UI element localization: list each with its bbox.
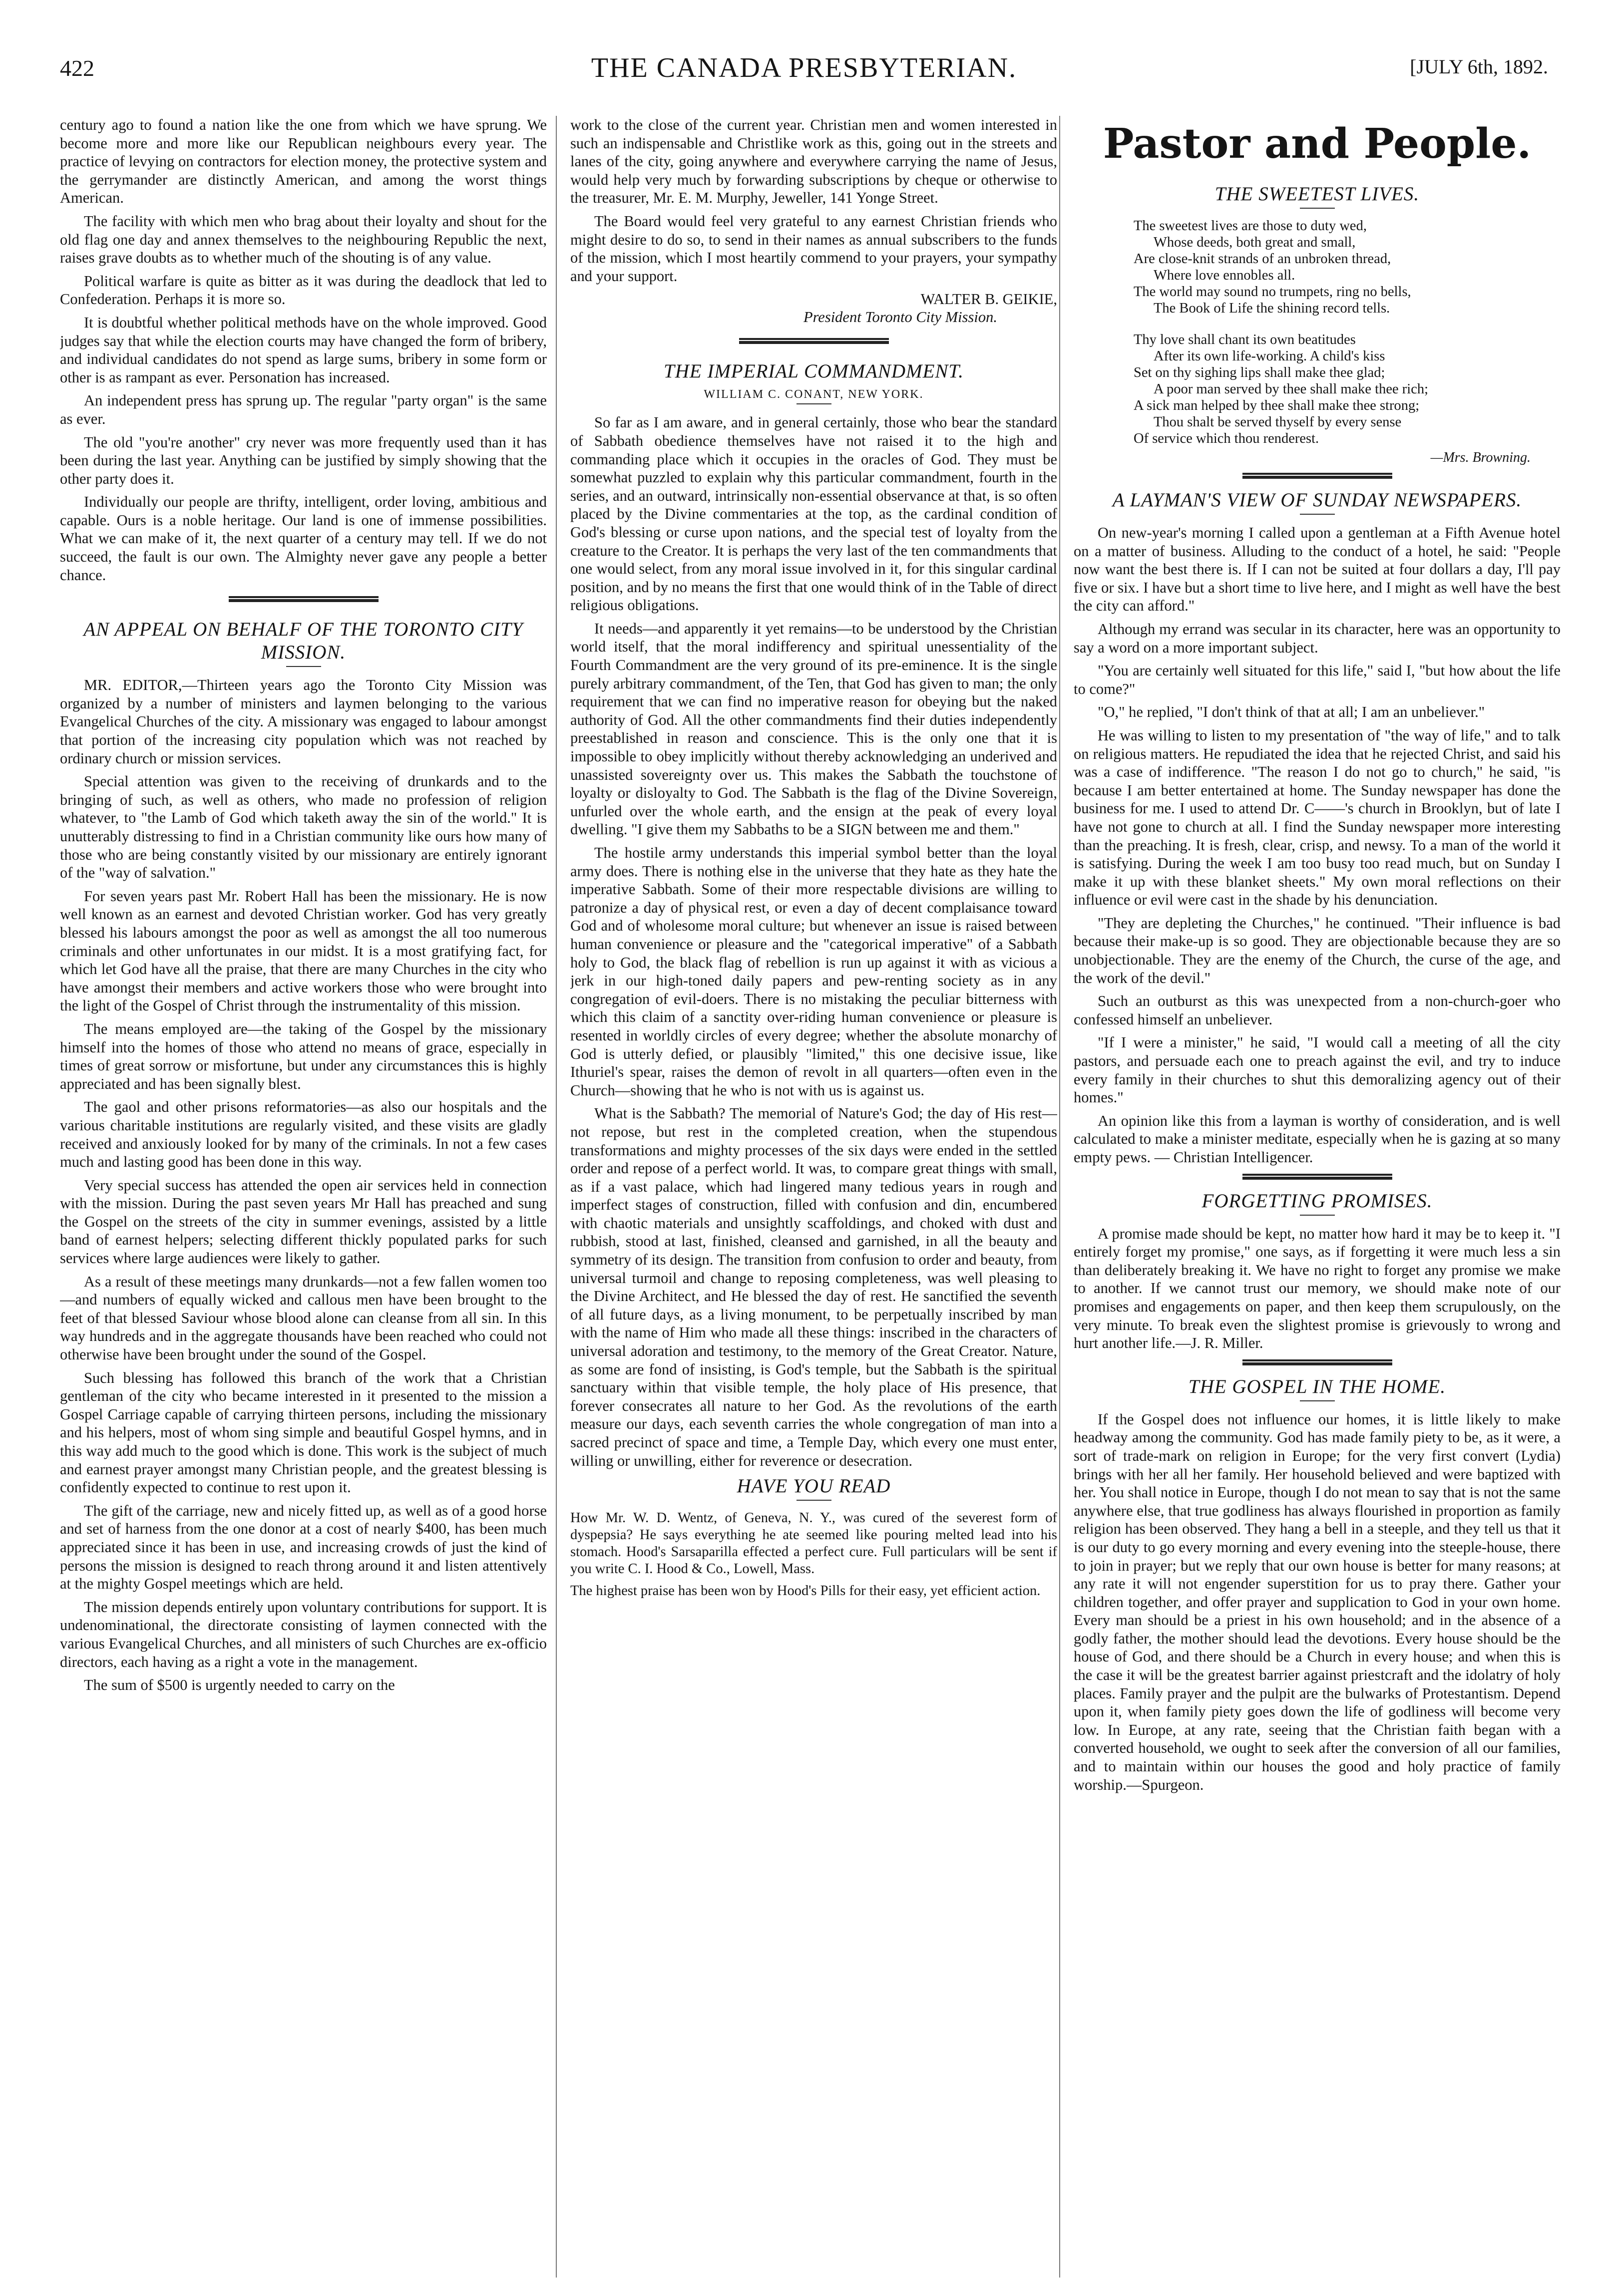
paragraph: MR. EDITOR,—Thirteen years ago the Toronto City Mission was organized by a number of ministers and laymen belonging to the various Evangelical Churches of the city. A missionary was engaged to labour amongst that portion of the increasing city population which was not reached by ordinary church or mission services.	[60, 676, 547, 767]
section-divider	[1242, 1174, 1392, 1177]
paragraph: The Board would feel very grateful to any earnest Christian friends who might desire to do so, to send in their names as annual subscribers to the funds of the mission, which I most heartily commend to your prayers, your sympathy and your support.	[570, 212, 1057, 285]
paragraph: It needs—and apparently it yet remains—to be understood by the Christian world itself, that the moral indifferency and spiritual unessentiality of the Fourth Commandment are the very ground of its pre-eminence. It is the single purely arbitrary commandment, of the Ten, that God has given to man; the only requirement that we can find no imperative reason for obeying but the naked authority of God. All the other commandments find their duties independently preestablished in reason and conscience. This is the only one that it is impossible to obey implicitly without thereby acknowledging an underived and unassisted sovereignty over us. This makes the Sabbath the touchstone of loyalty or disloyalty to God. The Sabbath is the flag of the Divine Sovereign, unfurled over the whole earth, and the ensign at the peak of every loyal dwelling. "I give them my Sabbaths to be a SIGN between me and them."	[570, 620, 1057, 838]
article-gospel-home	[1074, 1375, 1561, 1794]
column-divider	[1059, 116, 1060, 2278]
article-layman	[1074, 489, 1561, 1167]
page-header	[60, 52, 1548, 87]
paragraph: So far as I am aware, and in general certainly, those who bear the standard of Sabbath obedience themselves have not raised it to the high and commanding place which it occupies in the oracles of God. They must be somewhat puzzled to explain why this particular commandment, fourth in the series, and an outward, intrinsically non-essential observance at that, is so often placed by the Divine commentaries at the top, as the cardinal condition of God's blessing or curse upon nations, and the special test of loyalty from the creature to the Creator. It is perhaps the very last of the ten commandments that one would select, from any moral issue involved in it, for this singular cardinal position, and by no means the first that one would think of in the Table of direct religious obligations.	[570, 414, 1057, 614]
article-title: A LAYMAN'S VIEW OF SUNDAY NEWSPAPERS.	[1112, 489, 1522, 511]
poem-title: THE SWEETEST LIVES.	[1214, 183, 1420, 205]
paragraph: The facility with which men who brag about their loyalty and shout for the old flag one day and annex themselves to the neighbouring Republic the next, raises grave doubts as to whether much of the shouting is of any value.	[60, 212, 547, 267]
poem-line: Thy love shall chant its own beatitudes	[1134, 332, 1356, 347]
paragraph: For seven years past Mr. Robert Hall has been the missionary. He is now well known as an earnest and devoted Christian worker. God has very greatly blessed his labours amongst the poor as well as amongst the all too numerous criminals and other unfortunates in our midst. It is a most gratifying fact, for which let God have all the praise, that there are many Churches in the city who have amongst their members and active workers those who were brought into the light of the Gospel of Christ through the instrumentality of this mission.	[60, 887, 547, 1014]
section-divider	[739, 338, 889, 341]
paragraph: An opinion like this from a layman is worthy of consideration, and is well calculated to make a minister meditate, especially when he is gazing at so many empty pews. — Christian Intelligencer.	[1074, 1112, 1561, 1166]
paragraph: Although my errand was secular in its character, here was an opportunity to say a word on a more important subject.	[1074, 620, 1561, 656]
paragraph: "You are certainly well situated for this life," said I, "but how about the life to come?"	[1074, 662, 1561, 697]
paragraph: The sum of $500 is urgently needed to carry on the	[84, 1676, 395, 1694]
poem-line: A sick man helped by thee shall make thee strong;	[1134, 398, 1420, 413]
paragraph: It is doubtful whether political methods have on the whole improved. Good judges say that while the election courts may have changed the form of bribery, and individual candidates do not spend as large sums, bribery in some form or other is as rampant as ever. Personation has increased.	[60, 314, 547, 386]
column-divider	[556, 116, 557, 2278]
article-appeal-continued	[570, 116, 1057, 326]
paragraph: "They are depleting the Churches," he continued. "Their influence is bad because their make-up is so good. They are objectionable because they are so unobjectionable. They are the enemy of the Church, the curse of the age, and the work of the devil."	[1074, 914, 1561, 986]
section-divider	[229, 596, 379, 599]
poem-line: After its own life-working. A child's kiss	[1154, 348, 1385, 364]
ad-title: HAVE YOU READ	[737, 1475, 891, 1497]
article-appeal	[60, 618, 547, 1694]
article-title: THE GOSPEL IN THE HOME.	[1188, 1375, 1446, 1397]
paragraph: "O," he replied, "I don't think of that at all; I am an unbeliever."	[1098, 703, 1485, 721]
column-2	[570, 116, 1057, 2283]
paragraph: work to the close of the current year. Christian men and women interested in such an indispensable and Christlike work as this, going out in the streets and lanes of the city, going anywhere and everywhere carrying the name of Jesus, would help very much by forwarding subscriptions by cheque or otherwise to the treasurer, Mr. E. M. Murphy, Jeweller, 141 Yonge Street.	[570, 116, 1057, 207]
poem-line: Of service which thou renderest.	[1134, 431, 1319, 446]
poem-line: Are close-knit strands of an unbroken thread,	[1134, 251, 1391, 267]
section-heading: Pastor and People.	[1103, 120, 1532, 168]
signature: WALTER B. GEIKIE,	[920, 291, 1057, 308]
title-rule	[797, 1500, 831, 1501]
article-title: AN APPEAL ON BEHALF OF THE TORONTO CITY MISSION.	[83, 619, 523, 663]
section-divider	[1242, 473, 1392, 476]
paragraph: Such an outburst as this was unexpected from a non-church-goer who confessed himself an unbeliever.	[1074, 992, 1561, 1028]
paragraph: The old "you're another" cry never was more frequently used than it has been during the last year. Anything can be justified by simply showing that the other party does it.	[60, 433, 547, 487]
poem	[1074, 183, 1561, 466]
issue-date: [JULY 6th, 1892.	[1410, 55, 1548, 78]
paragraph: century ago to found a nation like the one from which we have sprung. We become more and more like our Republican neighbours every year. The practice of levying on contractors for election money, the protective system and the gerrymander are distinctly American, and among the worst things American.	[60, 116, 547, 207]
title-rule	[797, 403, 831, 404]
poem-line: Set on thy sighing lips shall make thee glad;	[1134, 365, 1385, 380]
paragraph: If the Gospel does not influence our homes, it is little likely to make headway among the community. God has made family piety to be, as it were, a sort of trade-mark on religion in Europe; for the very first convert (Lydia) brings with her all her family. Her household believed and were baptized with her. You shall notice in Europe, though I do not mean to say that is not the same anywhere else, that true godliness has always flourished in proportion as family religion has been observed. They hang a bell in a steeple, and they tell us that it is our duty to go every morning and every evening into the steeple-house, there to join in prayer; but we reply that our own house is better for many reasons; at any rate it will not engender superstition for us to pray there. Gather your children together, and offer prayer and supplication to God in your own home. Every man should be a priest in his own household; and in the absence of a godly father, the mother should lead the devotions. Every house should be the house of God, and there should be a Church in every house; and when this is the case it will be the greatest barrier against priestcraft and the idolatry of holy places. Family prayer and the pulpit are the bulwarks of Protestantism. Depend upon it, when family piety goes down the life of godliness will become very low. In Europe, at any rate, seeing that the Christian faith began with a converted household, we ought to seek after the conversion of all our families, and to maintain within our houses the good and holy practice of family worship.—Spurgeon.	[1074, 1410, 1561, 1793]
page-number: 422	[60, 55, 94, 81]
paragraph: The means employed are—the taking of the Gospel by the missionary himself into the homes of those who attend no means of grace, especially in times of great sorrow or misfortune, but under any circumstances this is highly appreciated and has been signally blest.	[60, 1020, 547, 1092]
paragraph: Very special success has attended the open air services held in connection with the mission. During the past seven years Mr Hall has preached and sung the Gospel on the streets of the city in summer evenings, assisted by a little band of earnest helpers; selecting different thickly populated parks for such services where large audiences were likely to gather.	[60, 1176, 547, 1267]
signature-title: President Toronto City Mission.	[803, 309, 997, 326]
paragraph: A promise made should be kept, no matter how hard it may be to keep it. "I entirely forget my promise," one says, as if forgetting it were much less a sin than deliberately breaking it. We have no right to forget any promise we make to another. If we cannot trust our memory, we should make note of our promises and engagements on paper, and then keep them scrupulously, on the very minute. To break even the slightest promise is grievously to wrong and hurt another life.—J. R. Miller.	[1074, 1225, 1561, 1352]
column-1	[60, 116, 547, 2283]
article-byline: WILLIAM C. CONANT, NEW YORK.	[704, 388, 924, 401]
paragraph: Political warfare is quite as bitter as it was during the deadlock that led to Confederation. Perhaps it is more so.	[60, 272, 547, 308]
paragraph: "If I were a minister," he said, "I would call a meeting of all the city pastors, and persuade each one to preach against the evil, and try to induce every family in their churches to shut this demoralizing agency out of their homes."	[1074, 1034, 1561, 1106]
paragraph: An independent press has sprung up. The regular "party organ" is the same as ever.	[60, 392, 547, 427]
paragraph: The gift of the carriage, new and nicely fitted up, as well as of a good horse and set of harness from the one donor at a cost of nearly $400, has been much appreciated since it has been in use, and increasing crowds of just the kind of persons the mission is designed to reach throng around it and listen attentively at the mighty Gospel meetings which are held.	[60, 1502, 547, 1593]
title-rule	[1300, 1215, 1335, 1216]
stanza-break	[1134, 317, 1561, 331]
paragraph: Individually our people are thrifty, intelligent, order loving, ambitious and capable. Ours is a noble heritage. Our land is one of immense possibilities. What we can make of it, the next quarter of a century may tell. If we do not succeed, the fault is our own. The Almighty never gave any people a better chance.	[60, 493, 547, 584]
paragraph: The mission depends entirely upon voluntary contributions for support. It is undenominational, the directorate consisting of laymen connected with the various Evangelical Churches, and all ministers of such Churches are ex-officio directors, each having as a right a vote in the management.	[60, 1598, 547, 1670]
title-rule	[1300, 514, 1335, 515]
article-continuation	[60, 116, 547, 584]
paragraph: Special attention was given to the receiving of drunkards and to the bringing of such, as well as others, who made no profession of religion whatever, to "the Lamb of God which taketh away the sin of the world." It is unutterably distressing to find in a Christian community like ours how many of those who are being constantly visited by our missionary are entirely ignorant of the "way of salvation."	[60, 773, 547, 882]
section-divider	[1242, 1359, 1392, 1362]
paragraph: How Mr. W. D. Wentz, of Geneva, N. Y., was cured of the severest form of dyspepsia? He says everything he ate seemed like pouring melted lead into his stomach. Hood's Sarsaparilla effected a perfect cure. Full particulars will be sent if you write C. I. Hood & Co., Lowell, Mass.	[570, 1510, 1057, 1577]
poem-line: Thou shalt be served thyself by every sense	[1154, 414, 1402, 430]
paragraph: What is the Sabbath? The memorial of Nature's God; the day of His rest—not repose, but rest in the completed creation, when the stupendous transformations and mighty processes of the six days were ended in the settled order and repose of a perfect world. It was, to compare great things with small, as if a vast palace, which had lingered many tedious years in rough and imperfect stages of construction, filled with confusion and din, encumbered with chaotic materials and unsightly scaffoldings, and choked with dust and rubbish, stood at last, finished, cleansed and garnished, in all the beauty and symmetry of its design. The transition from confusion to order and beauty, from universal turmoil and change to reposing completeness, was well pleasing to the Divine Architect, and He blessed the day of rest. He sanctified the seventh of all future days, as a living monument, to be perpetually inscribed by man with the name of Him who made all these things: inscribed in the characters of universal adoration and testimony, to the memory of the Great Creator. Nature, as some are fond of insisting, is God's temple, but the Sabbath is the spiritual sanctuary within that visible temple, the holy place of His presence, that forever consecrates all nature to her God. As the revolutions of the earth measure our days, each seventh carries the whole congregation of man into a sacred precinct of space and time, a Temple Day, which every one must enter, willing or unwilling, either for reverence or desecration.	[570, 1105, 1057, 1469]
poem-lines	[1134, 218, 1561, 447]
poem-attribution: —Mrs. Browning.	[1430, 450, 1531, 465]
publication-title: THE CANADA PRESBYTERIAN.	[591, 52, 1017, 83]
article-title: THE IMPERIAL COMMANDMENT.	[664, 360, 964, 382]
column-3	[1074, 116, 1561, 2283]
advertisement	[570, 1475, 1057, 1600]
poem-line: The Book of Life the shining record tells.	[1154, 301, 1390, 316]
poem-line: The sweetest lives are those to duty wed,	[1134, 218, 1367, 234]
paragraph: He was willing to listen to my presentation of "the way of life," and to talk on religious matters. He repudiated the idea that he rejected Christ, and said his was a case of indifference. "The reason I do not go to church," he said, "is because I am better entertained at home. The Sunday newspaper has done the business for me. I used to attend Dr. C——'s church in Brooklyn, but of late I have not gone to church at all. I find the Sunday newspaper more interesting than the preaching. It is fresh, clear, crisp, and newsy. To a man of the world it is satisfying. During the week I am too busy too read much, but on Sunday I make it up with these blanket sheets." My own moral reflections on their influence or evil were cast in the shade by his denunciation.	[1074, 726, 1561, 909]
article-forgetting-promises	[1074, 1190, 1561, 1352]
paragraph: The gaol and other prisons reformatories—as also our hospitals and the various charitable institutions are regularly visited, and these visits are gladly received and anxiously looked for by many of the criminals. In not a few cases much and lasting good has been done in this way.	[60, 1098, 547, 1171]
poem-line: The world may sound no trumpets, ring no bells,	[1134, 284, 1411, 300]
paragraph: The hostile army understands this imperial symbol better than the loyal army does. There is nothing else in the universe that they hate as they hate the imperative Sabbath. Some of their more respectable divisions are willing to patronize a day of physical rest, or even a day of decent complaisance toward God and of wholesome moral culture; but whenever an issue is raised between human convenience or pleasure and the "categorical imperative" of a Sabbath holy to God, the black flag of rebellion is run up against it with as vicious a jerk in our high-toned daily papers and pew-renting society as in any congregation of evil-doers. There is no mistaking the peculiar bitterness with which this claim of a sanctity over-riding human convenience or pleasure is resented in worldly circles of every degree; whether the absolute monarchy of God is utterly defied, or plausibly "limited," this one decisive issue, like Ithuriel's spear, raises the demon of revolt in all quarters—often even in the Church—showing that he who is not with us is against us.	[570, 844, 1057, 1099]
paragraph: On new-year's morning I called upon a gentleman at a Fifth Avenue hotel on a matter of business. Alluding to the conduct of a hotel, he said: "People now want the best there is. If I can not be suited at four dollars a day, I'll pay five or six. I have but a short time to live here, and I might as well have the best the city can afford."	[1074, 524, 1561, 615]
article-imperial-commandment	[570, 360, 1057, 1470]
paragraph: Such blessing has followed this branch of the work that a Christian gentleman of the city who became interested in it presented to the mission a Gospel Carriage capable of carrying thirteen persons, including the missionary and his helpers, most of whom sing simple and beautiful Gospel hymns, and in this way add much to the good which is done. This work is the subject of much and earnest prayer amongst many Christian people, and the greatest blessing is confidently expected to continue to rest upon it.	[60, 1369, 547, 1496]
title-rule	[1300, 1400, 1335, 1401]
title-rule	[1300, 208, 1335, 209]
poem-line: Where love ennobles all.	[1154, 268, 1295, 283]
paragraph: The highest praise has been won by Hood's Pills for their easy, yet efficient action.	[570, 1583, 1041, 1599]
paragraph: As a result of these meetings many drunkards—not a few fallen women too—and numbers of equally wicked and callous men have been brought to the feet of that blessed Saviour whose blood alone can cleanse from all sin. In this way hundreds and in the aggregate thousands have been reached who could not otherwise have been brought under the sound of the Gospel.	[60, 1273, 547, 1363]
poem-line: Whose deeds, both great and small,	[1154, 235, 1356, 250]
article-title: FORGETTING PROMISES.	[1201, 1190, 1433, 1212]
poem-line: A poor man served by thee shall make thee rich;	[1154, 381, 1429, 397]
title-rule	[286, 666, 321, 667]
